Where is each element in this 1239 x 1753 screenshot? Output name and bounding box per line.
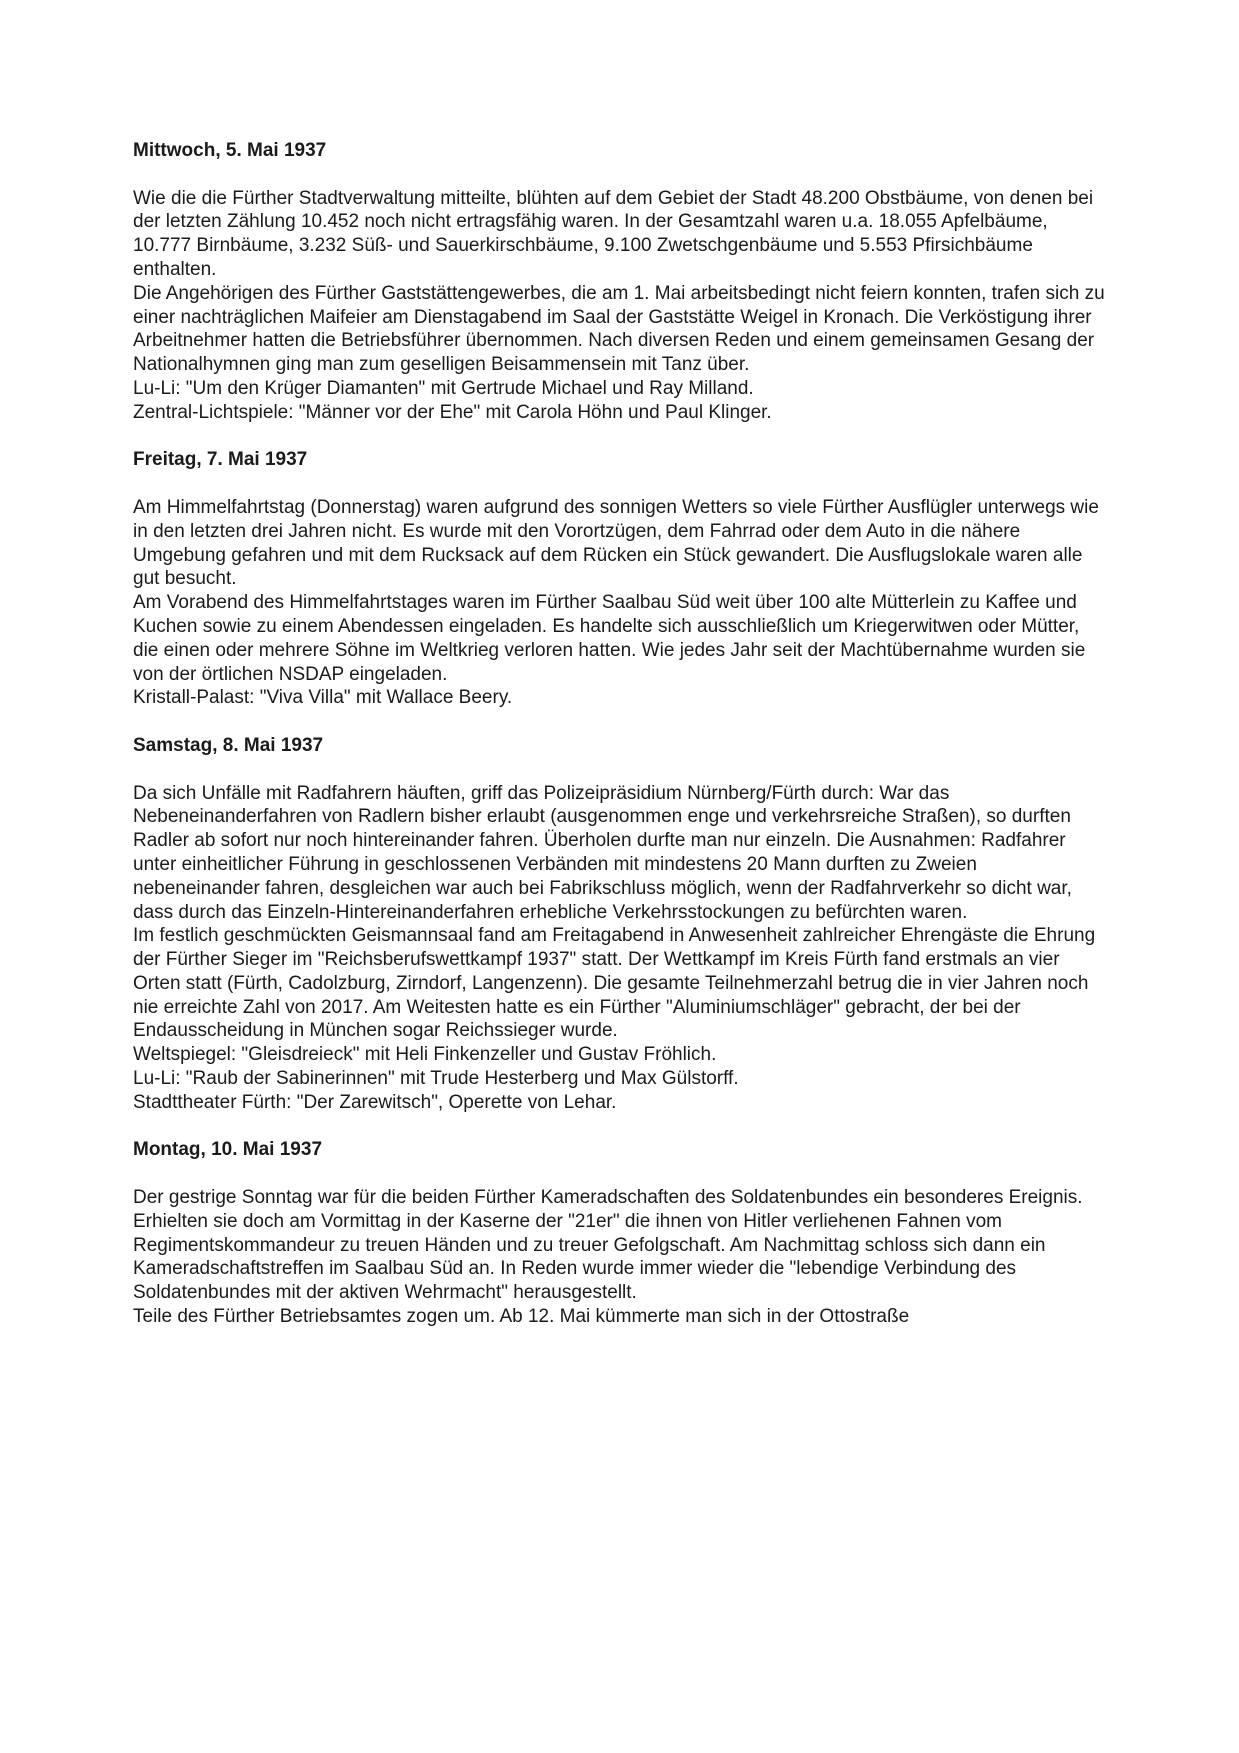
paragraph: Da sich Unfälle mit Radfahrern häuften, griff das Polizeipräsidium Nürnberg/Fürth durch: War das Nebeneinanderfahren von Radlern bisher erlaubt (ausgenommen enge und verkehrsreiche Straßen), so durften Radler ab sofort nur noch hintereinander fahren. Überholen durfte man nur einzeln. Die Ausnahmen: Radfahrer unter einheitlicher Führung in geschlossenen Verbänden mit mindestens 20 Mann durften zu Zweien nebeneinander fahren, desgleichen war auch bei Fabrikschluss möglich, wenn der Radfahrverkehr so dicht war, dass durch das Einzeln-Hintereinanderfahren erhebliche Verkehrsstockungen zu befürchten waren. [133, 782, 1072, 923]
paragraph: Im festlich geschmückten Geismannsaal fand am Freitagabend in Anwesenheit zahlreicher Ehrengäste die Ehrung der Fürther Sieger im "Reichsberufswettkampf 1937" statt. Der Wettkampf im Kreis Fürth fand erstmals an vier Orten statt (Fürth, Cadolzburg, Zirndorf, Langenzenn). Die gesamte Teilnehmerzahl betrug die in vier Jahren noch nie erreichte Zahl von 2017. Am Weitesten hatte es ein Fürther "Aluminiumschläger" gebracht, der bei der Endausscheidung in München sogar Reichssieger wurde. [133, 925, 1096, 1042]
paragraph: Teile des Fürther Betriebsamtes zogen um. Ab 12. Mai kümmerte man sich in der Ottostraße [133, 1306, 910, 1328]
paragraph: Weltspiegel: "Gleisdreieck" mit Heli Finkenzeller und Gustav Fröhlich. [133, 1044, 717, 1066]
paragraph: Zentral-Lichtspiele: "Männer vor der Ehe" mit Carola Höhn und Paul Klinger. [133, 401, 772, 423]
section-paragraphs [133, 782, 1105, 1115]
chronicle-section [133, 139, 1105, 425]
chronicle-section [133, 734, 1105, 1115]
section-heading: Freitag, 7. Mai 1937 [133, 449, 308, 471]
paragraph: Wie die die Fürther Stadtverwaltung mitteilte, blühten auf dem Gebiet der Stadt 48.200 Obstbäume, von denen bei der letzten Zählung 10.452 noch nicht ertragsfähig waren. In der Gesamtzahl waren u.a. 18.055 Apfelbäume, 10.777 Birnbäume, 3.232 Süß- und Sauerkirschbäume, 9.100 Zwetschgenbäume und 5.553 Pfirsichbäume enthalten. [133, 187, 1094, 280]
paragraph: Am Vorabend des Himmelfahrtstages waren im Fürther Saalbau Süd weit über 100 alte Mütterlein zu Kaffee und Kuchen sowie zu einem Abendessen eingeladen. Es handelte sich ausschließlich um Kriegerwitwen oder Mütter, die einen oder mehrere Söhne im Weltkrieg verloren hatten. Wie jedes Jahr seit der Machtübernahme wurden sie von der örtlichen NSDAP eingeladen. [133, 592, 1086, 685]
section-heading: Montag, 10. Mai 1937 [133, 1139, 323, 1161]
paragraph: Lu-Li: "Raub der Sabinerinnen" mit Trude Hesterberg und Max Gülstorff. [133, 1068, 739, 1090]
paragraph: Am Himmelfahrtstag (Donnerstag) waren aufgrund des sonnigen Wetters so viele Fürther Ausflügler unterwegs wie in den letzten drei Jahren nicht. Es wurde mit den Vorortzügen, dem Fahrrad oder dem Auto in die nähere Umgebung gefahren und mit dem Rucksack auf dem Rücken ein Stück gewandert. Die Ausflugslokale waren alle gut besucht. [133, 496, 1099, 590]
section-paragraphs [133, 1186, 1105, 1329]
section-paragraphs [133, 496, 1105, 710]
document-content [133, 139, 1105, 1329]
section-heading: Samstag, 8. Mai 1937 [133, 734, 324, 756]
section-paragraphs [133, 187, 1105, 425]
paragraph: Kristall-Palast: "Viva Villa" mit Wallace Beery. [133, 687, 513, 709]
chronicle-section [133, 1138, 1105, 1328]
section-heading: Mittwoch, 5. Mai 1937 [133, 140, 327, 161]
chronicle-section [133, 448, 1105, 710]
paragraph: Die Angehörigen des Fürther Gaststättengewerbes, die am 1. Mai arbeitsbedingt nicht feiern konnten, trafen sich zu einer nachträglichen Maifeier am Dienstagabend im Saal der Gaststätte Weigel in Kronach. Die Verköstigung ihrer Arbeitnehmer hatten die Betriebsführer übernommen. Nach diversen Reden und einem gemeinsamen Gesang der Nationalhymnen ging man zum geselligen Beisammensein mit Tanz über. [133, 282, 1105, 376]
paragraph: Stadttheater Fürth: "Der Zarewitsch", Operette von Lehar. [133, 1091, 617, 1113]
paragraph: Der gestrige Sonntag war für die beiden Fürther Kameradschaften des Soldatenbundes ein besonderes Ereignis. Erhielten sie doch am Vormittag in der Kaserne der "21er" die ihnen von Hitler verliehenen Fahnen vom Regimentskommandeur zu treuen Händen und zu treuer Gefolgschaft. Am Nachmittag schloss sich dann ein Kameradschaftstreffen im Saalbau Süd an. In Reden wurde immer wieder die "lebendige Verbindung des Soldatenbundes mit der aktiven Wehrmacht" herausgestellt. [133, 1187, 1083, 1304]
paragraph: Lu-Li: "Um den Krüger Diamanten" mit Gertrude Michael und Ray Milland. [133, 377, 754, 399]
